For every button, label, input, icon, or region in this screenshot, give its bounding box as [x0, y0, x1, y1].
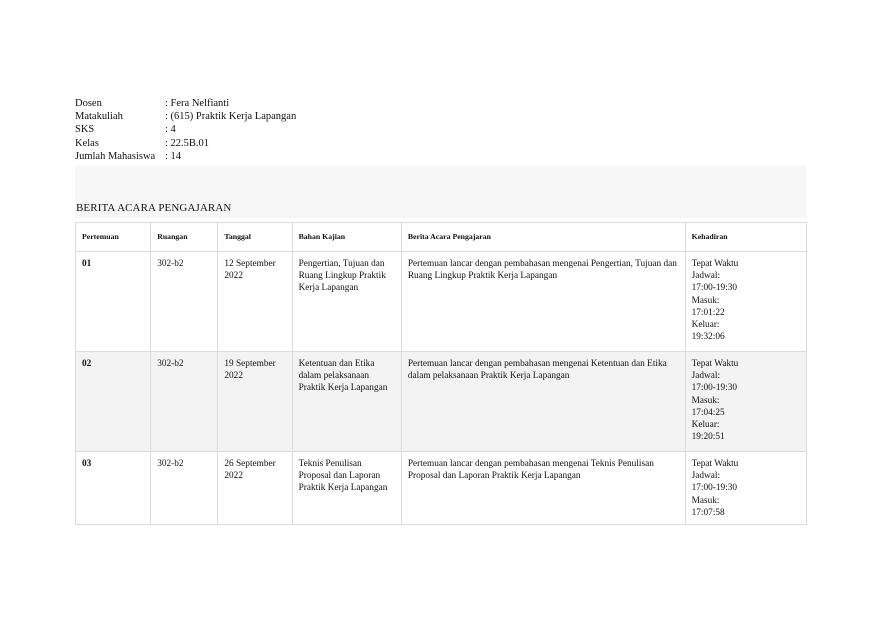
header-kehadiran: Kehadiran — [685, 223, 806, 252]
header-ruangan: Ruangan — [151, 223, 218, 252]
info-label: Jumlah Mahasiswa — [75, 150, 156, 162]
section-title: BERITA ACARA PENGAJARAN — [76, 202, 232, 214]
kehadiran-jadwal-label: Jadwal: — [691, 471, 721, 482]
cell-bahan-kajian: Pengertian, Tujuan dan Ruang Lingkup Praktik Kerja Lapangan — [292, 252, 401, 352]
table-header-row — [76, 223, 807, 252]
table-row — [76, 352, 807, 452]
header-berita-acara: Berita Acara Pengajaran — [401, 223, 685, 252]
info-label: SKS — [75, 124, 95, 136]
kehadiran-masuk-label: Masuk: — [691, 295, 720, 306]
info-value: : Fera Nelfianti — [165, 98, 230, 109]
cell-ruangan: 302-b2 — [151, 252, 218, 352]
info-value: : 14 — [165, 150, 182, 162]
info-row-dosen — [75, 97, 296, 110]
kehadiran-masuk-label: Masuk: — [691, 395, 720, 406]
cell-ruangan: 302-b2 — [151, 452, 218, 525]
cell-kehadiran — [685, 452, 806, 525]
kehadiran-masuk: 17:01:22 — [691, 307, 725, 318]
header-tanggal: Tanggal — [218, 223, 292, 252]
cell-tanggal: 26 September 2022 — [218, 452, 292, 525]
cell-kehadiran — [685, 352, 806, 452]
kehadiran-jadwal: 17:00-19:30 — [691, 483, 738, 494]
kehadiran-status: Tepat Waktu — [691, 259, 739, 269]
table-row — [76, 452, 807, 525]
table-row — [76, 252, 807, 352]
info-label: Matakuliah — [75, 111, 123, 123]
info-value: : 4 — [165, 124, 176, 136]
course-info — [75, 97, 296, 163]
cell-pertemuan: 03 — [76, 452, 151, 525]
cell-kehadiran — [685, 252, 806, 352]
cell-berita-acara: Pertemuan lancar dengan pembahasan mengenai Ketentuan dan Etika dalam pelaksanaan Praktik Kerja Lapangan — [401, 352, 685, 452]
info-row-sks — [75, 123, 296, 136]
kehadiran-keluar: 19:20:51 — [691, 432, 725, 443]
kehadiran-jadwal-label: Jadwal: — [691, 371, 721, 382]
kehadiran-jadwal-label: Jadwal: — [691, 271, 721, 282]
kehadiran-jadwal: 17:00-19:30 — [691, 283, 738, 294]
kehadiran-status: Tepat Waktu — [691, 359, 739, 369]
cell-bahan-kajian: Ketentuan dan Etika dalam pelaksanaan Praktik Kerja Lapangan — [292, 352, 401, 452]
kehadiran-masuk: 17:04:25 — [691, 407, 725, 418]
cell-bahan-kajian: Teknis Penulisan Proposal dan Laporan Praktik Kerja Lapangan — [292, 452, 401, 525]
info-label: Kelas — [75, 137, 99, 149]
cell-pertemuan: 02 — [76, 352, 151, 452]
kehadiran-keluar-label: Keluar: — [691, 320, 720, 331]
info-value: : (615) Praktik Kerja Lapangan — [165, 111, 297, 123]
header-pertemuan: Pertemuan — [76, 223, 151, 252]
kehadiran-keluar: 19:32:06 — [691, 332, 725, 343]
cell-berita-acara: Pertemuan lancar dengan pembahasan mengenai Teknis Penulisan Proposal dan Laporan Praktik Kerja Lapangan — [401, 452, 685, 525]
kehadiran-keluar-label: Keluar: — [691, 420, 720, 431]
kehadiran-jadwal: 17:00-19:30 — [691, 383, 738, 394]
info-row-kelas — [75, 137, 296, 150]
kehadiran-masuk-label: Masuk: — [691, 495, 720, 506]
info-label: Dosen — [75, 98, 102, 109]
info-row-matakuliah — [75, 110, 296, 123]
info-value: : 22.5B.01 — [165, 137, 210, 149]
cell-ruangan: 302-b2 — [151, 352, 218, 452]
cell-tanggal: 12 September 2022 — [218, 252, 292, 352]
kehadiran-masuk: 17:07:58 — [691, 507, 725, 518]
cell-tanggal: 19 September 2022 — [218, 352, 292, 452]
header-bahan-kajian: Bahan Kajian — [292, 223, 401, 252]
kehadiran-status: Tepat Waktu — [691, 459, 739, 469]
cell-berita-acara: Pertemuan lancar dengan pembahasan mengenai Pengertian, Tujuan dan Ruang Lingkup Praktik Kerja Lapangan — [401, 252, 685, 352]
cell-pertemuan: 01 — [76, 252, 151, 352]
info-row-jumlah-mahasiswa — [75, 150, 296, 163]
teaching-report-table — [75, 222, 807, 525]
